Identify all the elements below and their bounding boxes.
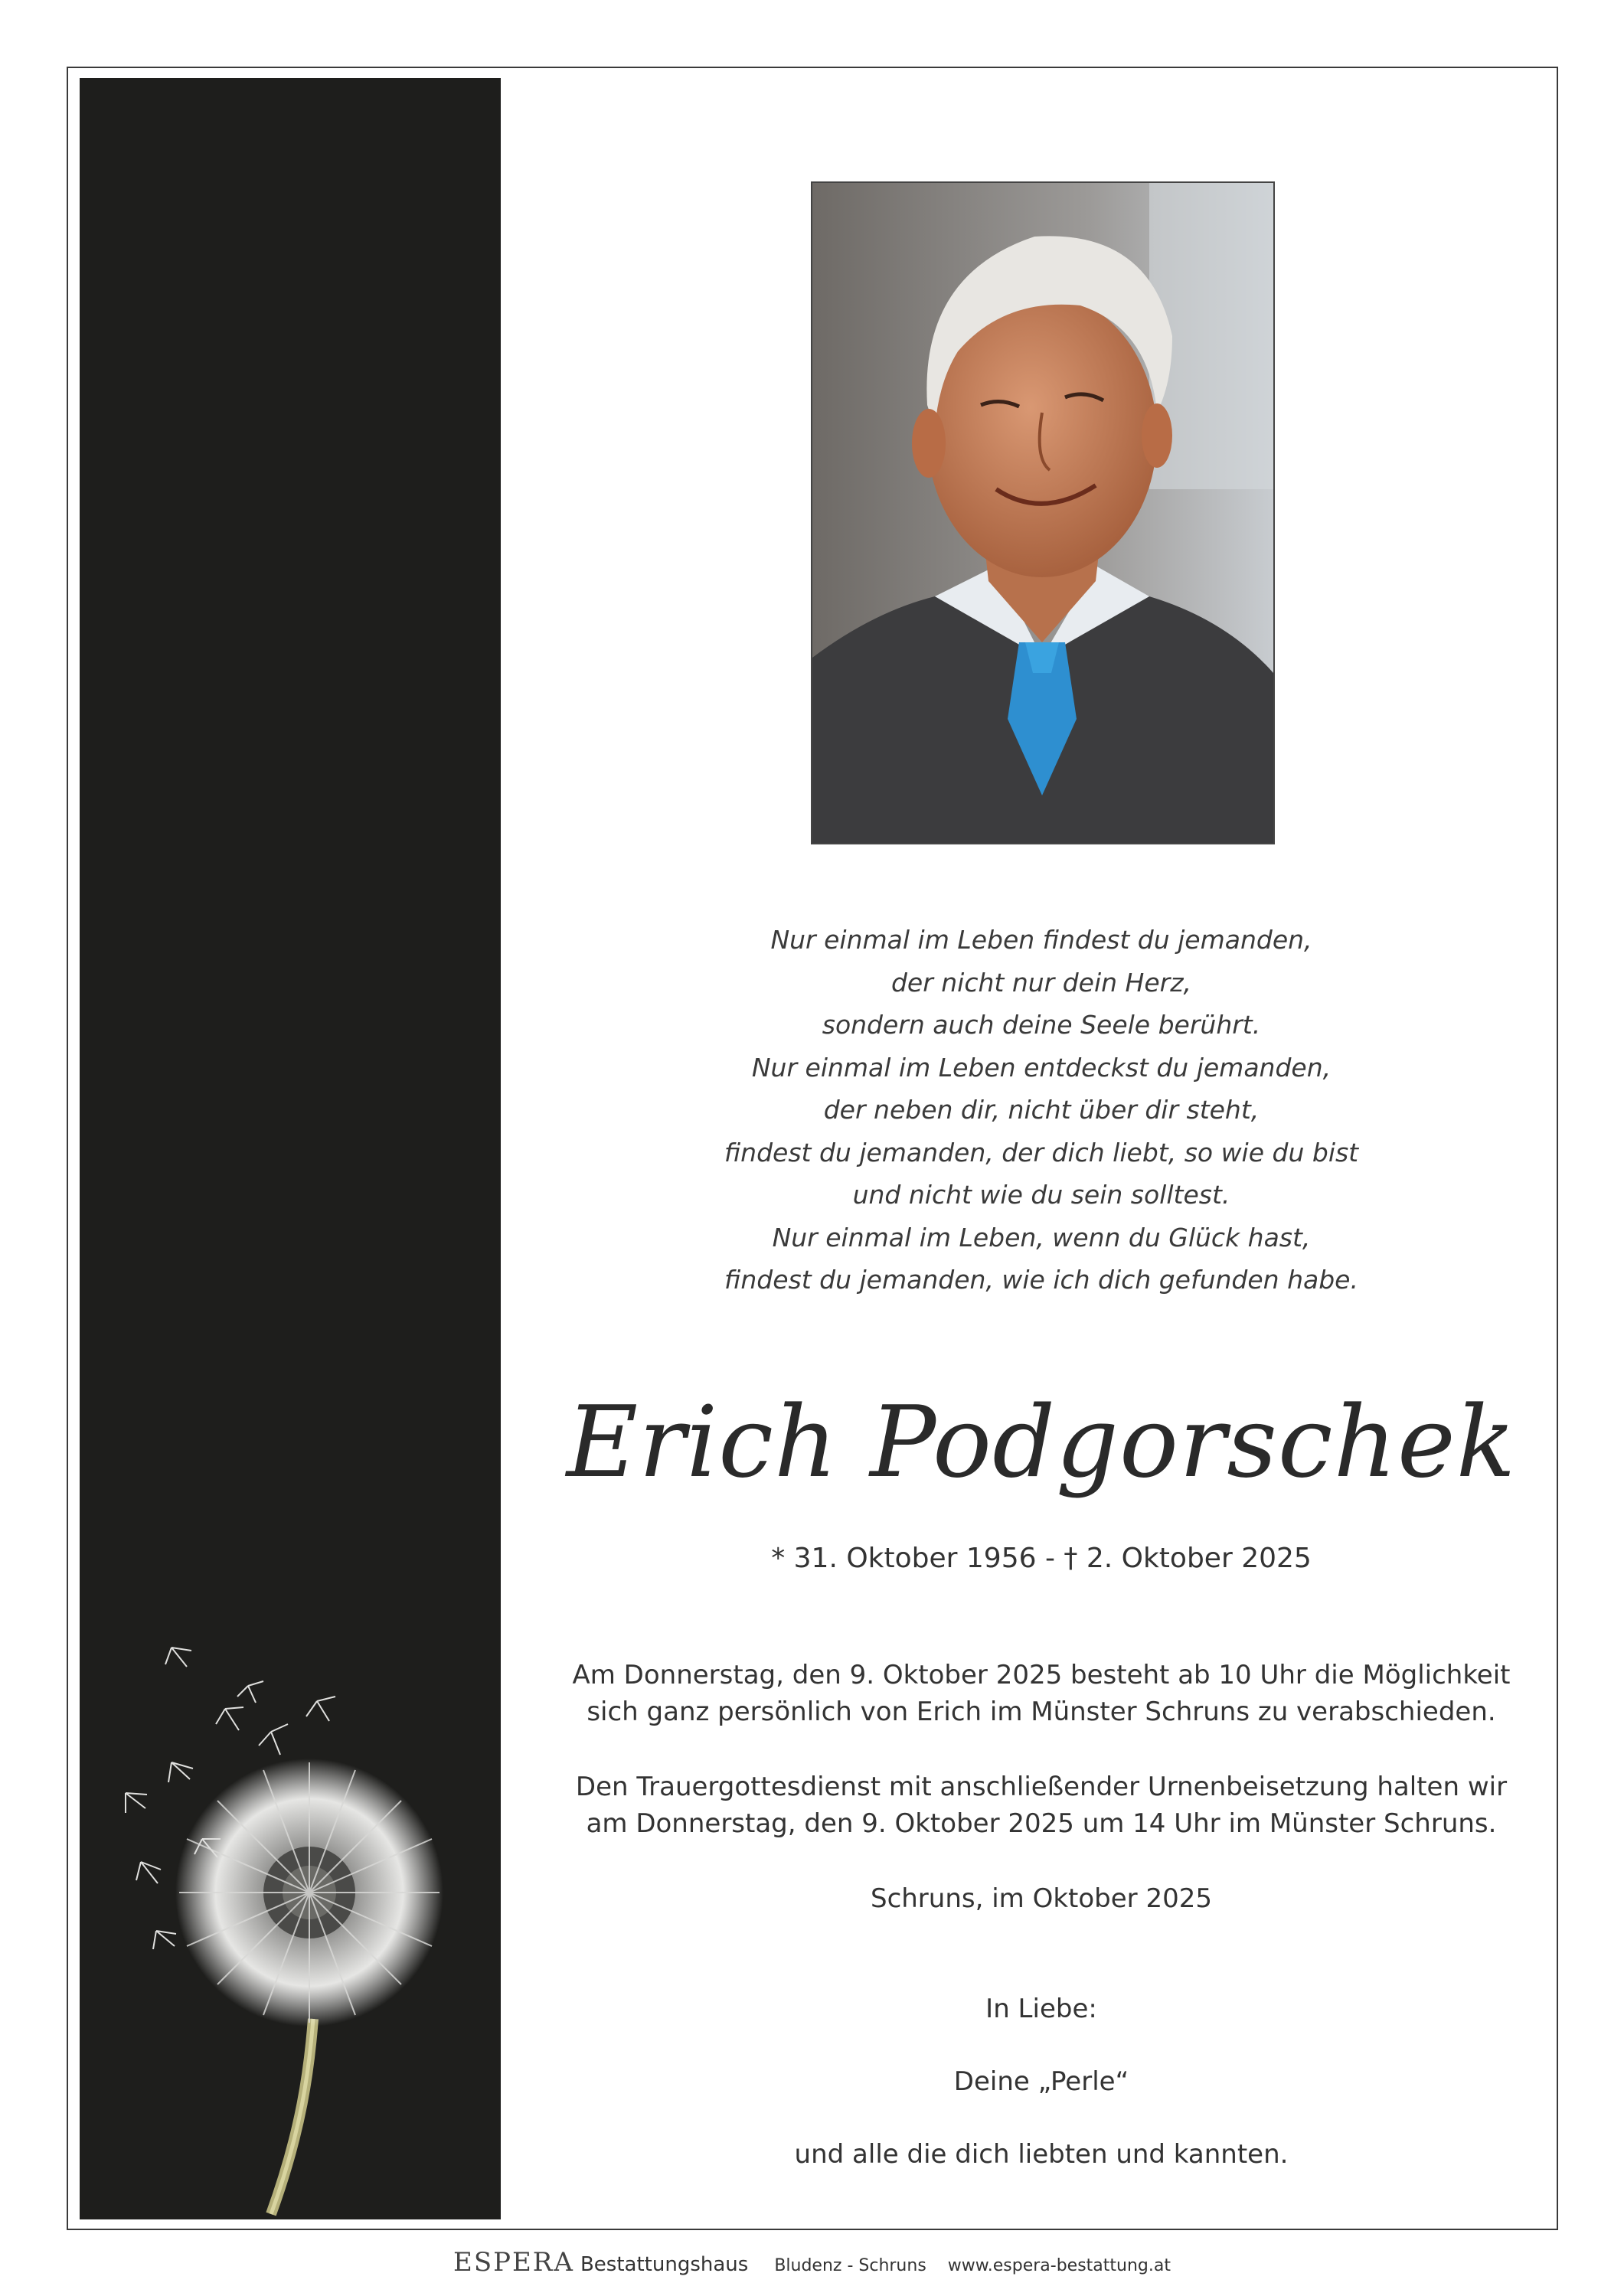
poem-line: und nicht wie du sein solltest. (852, 1180, 1230, 1210)
poem-line: Nur einmal im Leben entdeckst du jemanden, (751, 1052, 1332, 1083)
portrait-illustration (812, 183, 1273, 843)
footer (0, 2247, 1624, 2278)
closing-deine: Deine „Perle“ (953, 2066, 1129, 2097)
side-band (80, 78, 501, 2219)
footer-subtitle: Bestattungshaus (580, 2253, 749, 2276)
place-date: Schruns, im Oktober 2025 (870, 1883, 1212, 1914)
announcement-paragraph-2 (505, 1769, 1577, 1842)
poem-line: Nur einmal im Leben findest du jemanden, (770, 925, 1312, 955)
announcement-line: Den Trauergottesdienst mit anschließender Urnenbeisetzung halten wir (575, 1772, 1508, 1802)
deceased-name: Erich Podgorschek (566, 1386, 1517, 1500)
poem-line: Nur einmal im Leben, wenn du Glück hast, (772, 1222, 1311, 1253)
announcement-line: Am Donnerstag, den 9. Oktober 2025 besteht ab 10 Uhr die Möglichkeit (572, 1660, 1511, 1690)
dandelion-icon (80, 78, 501, 2219)
footer-locations: Bludenz - Schruns (774, 2256, 926, 2275)
portrait-photo (811, 181, 1275, 844)
closing-alle: und alle die dich liebten und kannten. (794, 2139, 1289, 2170)
announcement-line: am Donnerstag, den 9. Oktober 2025 um 14 Uhr im Münster Schruns. (586, 1808, 1497, 1839)
poem-line: findest du jemanden, wie ich dich gefunden habe. (724, 1265, 1358, 1295)
footer-brand: ESPERA (453, 2247, 574, 2278)
footer-website[interactable]: www.espera-bestattung.at (947, 2256, 1171, 2275)
poem (505, 919, 1577, 1302)
closing-in-love: In Liebe: (985, 1994, 1097, 2024)
poem-line: findest du jemanden, der dich liebt, so wie du bist (724, 1137, 1359, 1168)
poem-line: der nicht nur dein Herz, (890, 967, 1192, 998)
announcement-paragraph-1 (505, 1657, 1577, 1730)
poem-line: sondern auch deine Seele berührt. (822, 1010, 1261, 1040)
announcement-line: sich ganz persönlich von Erich im Münster Schruns zu verabschieden. (587, 1697, 1496, 1727)
poem-line: der neben dir, nicht über dir steht, (823, 1095, 1260, 1125)
life-dates: * 31. Oktober 1956 - † 2. Oktober 2025 (771, 1543, 1312, 1574)
